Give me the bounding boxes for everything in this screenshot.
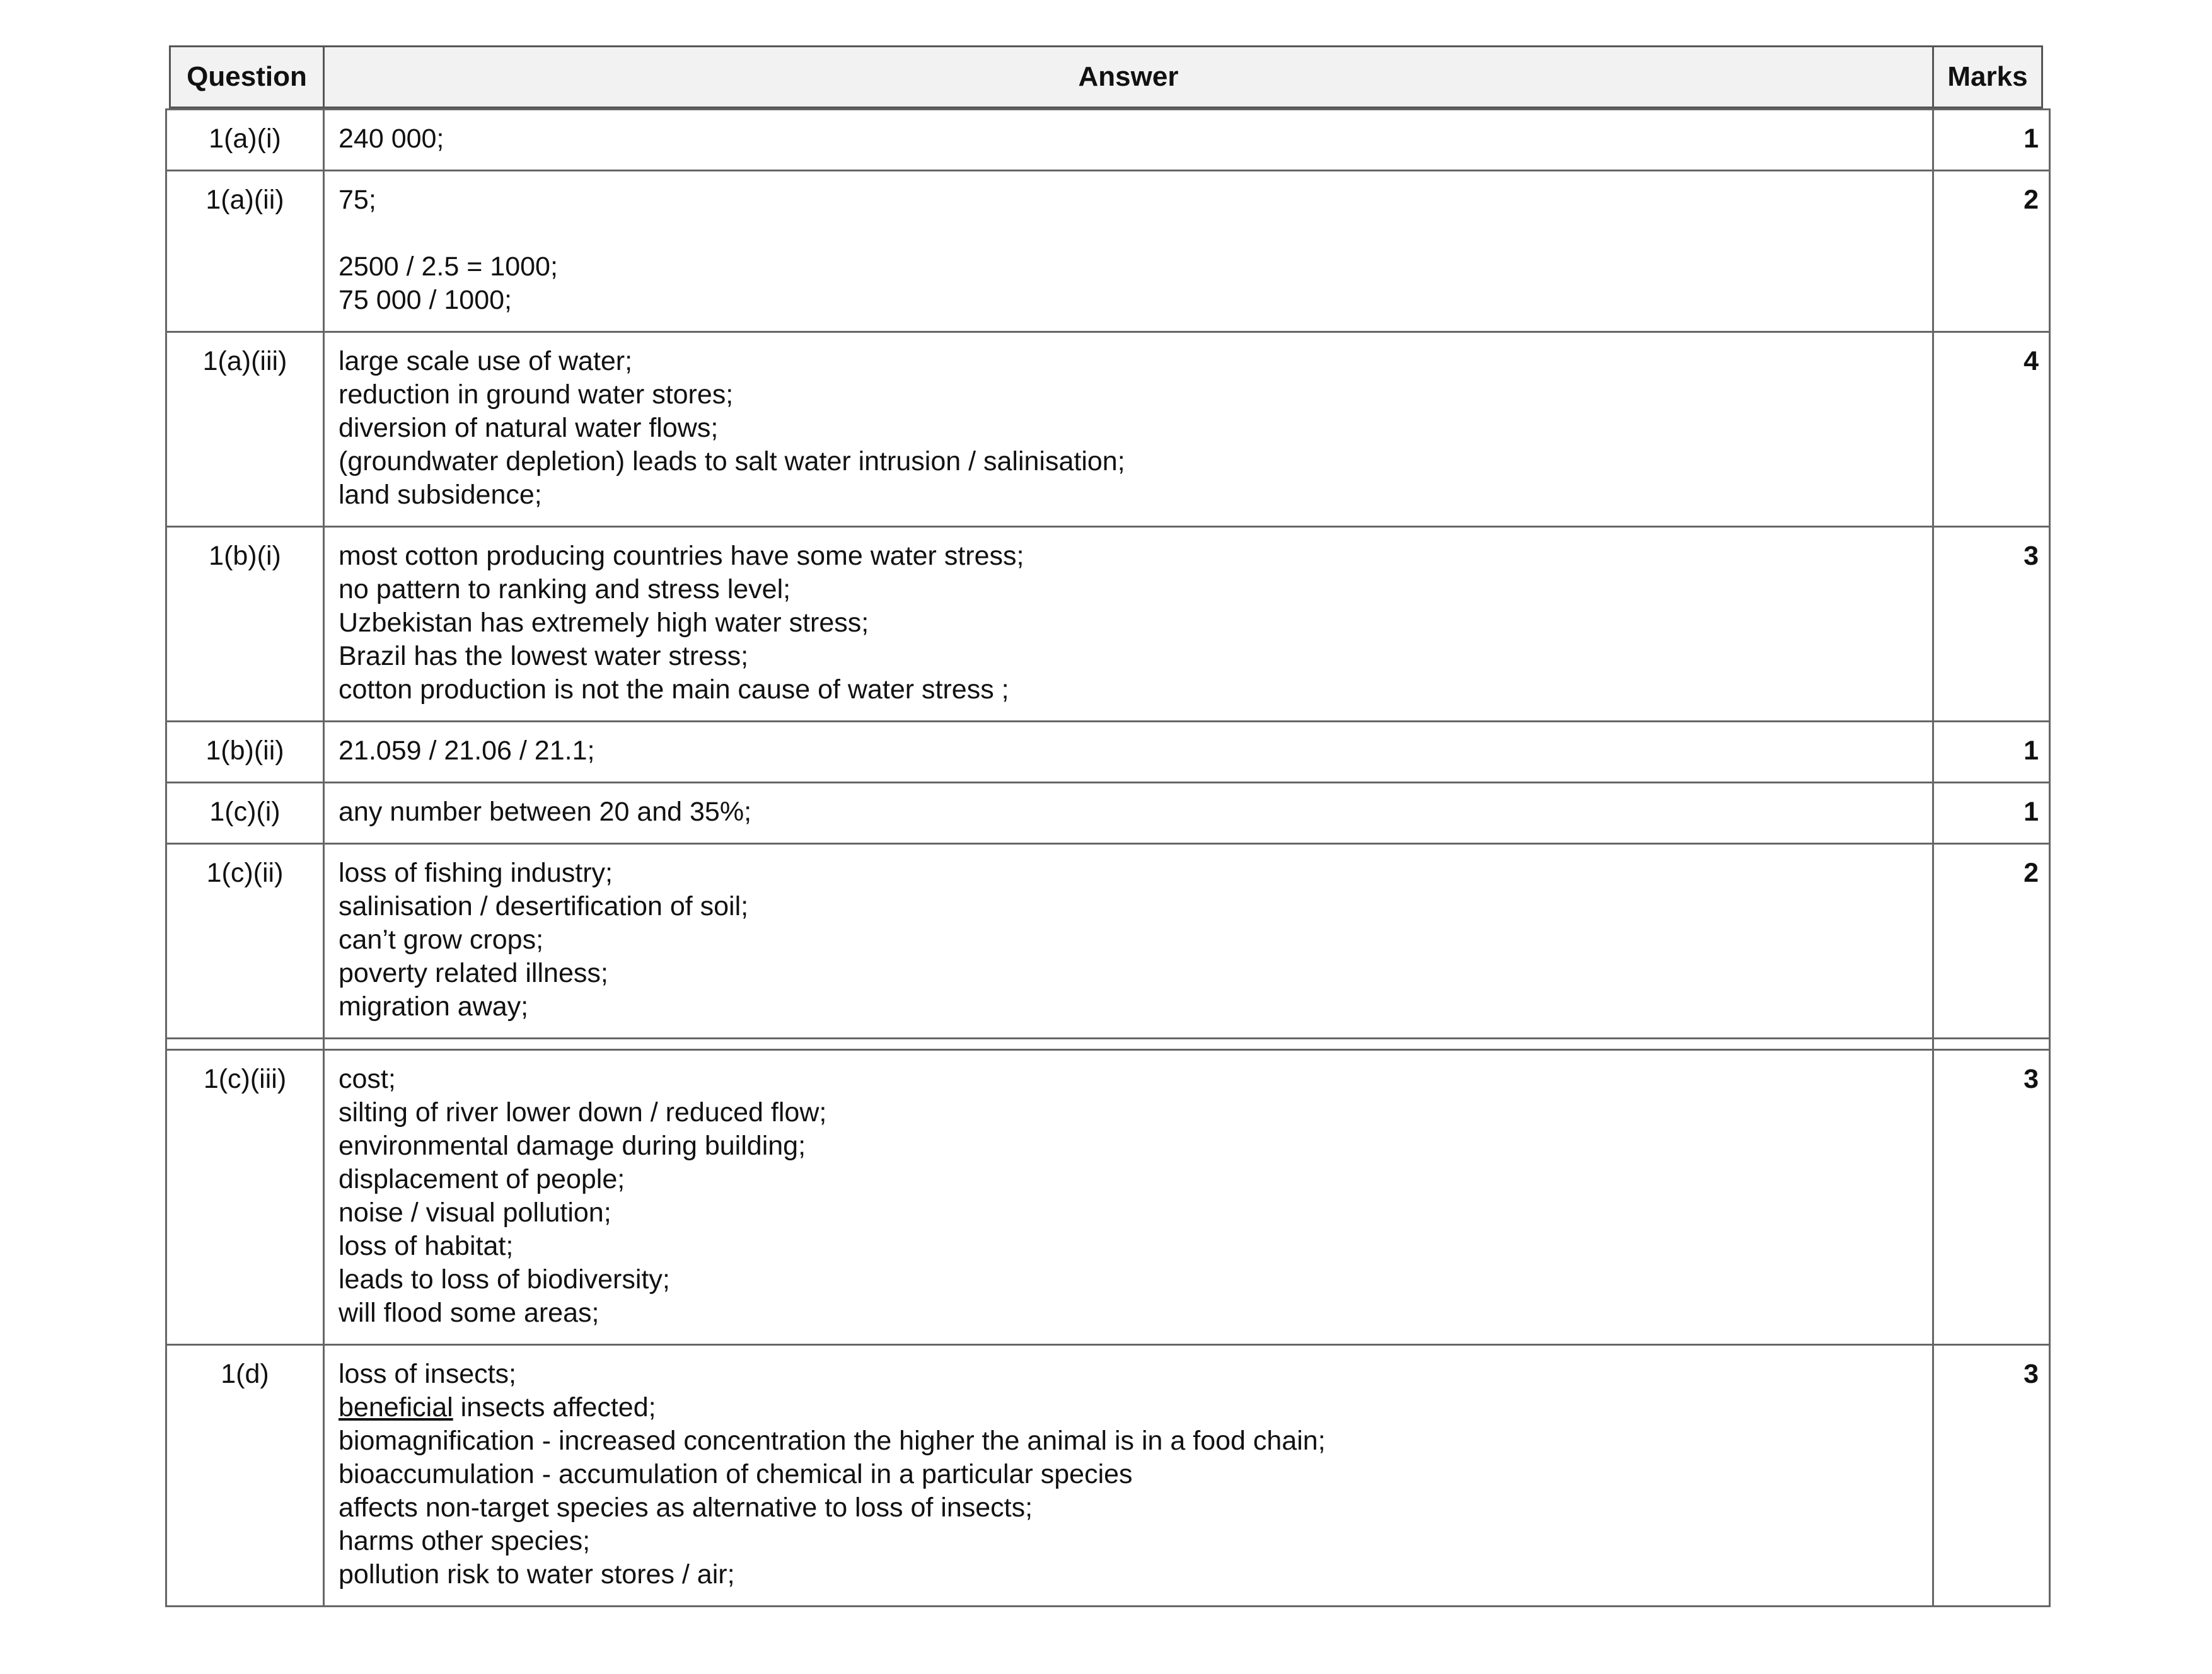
- question-cell: 1(c)(i): [166, 783, 324, 844]
- answer-line: diversion of natural water flows;: [339, 413, 719, 443]
- question-cell: 1(a)(iii): [166, 332, 324, 527]
- answer-line: displacement of people;: [339, 1164, 625, 1194]
- question-cell: 1(d): [166, 1345, 324, 1607]
- marks-cell: 4: [1933, 332, 2050, 527]
- answer-line: poverty related illness;: [339, 958, 608, 988]
- answer-line: harms other species;: [339, 1526, 591, 1556]
- answer-line: bioaccumulation - accumulation of chemical in a particular species: [339, 1459, 1133, 1489]
- answer-cell: [324, 171, 1933, 332]
- answer-line: any number between 20 and 35%;: [339, 797, 752, 827]
- answer-line: (groundwater depletion) leads to salt water intrusion / salinisation;: [339, 446, 1125, 476]
- answer-line: leads to loss of biodiversity;: [339, 1264, 670, 1295]
- answer-line: cotton production is not the main cause of water stress ;: [339, 674, 1009, 705]
- answer-line: Uzbekistan has extremely high water stress;: [339, 608, 869, 638]
- line-gap: [339, 217, 1921, 250]
- answer-line: reduction in ground water stores;: [339, 379, 734, 410]
- marks-cell: 3: [1933, 1345, 2050, 1607]
- table-row: [166, 844, 2050, 1039]
- marks-cell: 2: [1933, 844, 2050, 1039]
- answer-line: cost;: [339, 1064, 396, 1094]
- table-row: [166, 527, 2050, 722]
- table-row: [166, 171, 2050, 332]
- answer-line: Brazil has the lowest water stress;: [339, 641, 749, 671]
- marks-cell: 3: [1933, 527, 2050, 722]
- page-break-separator: [166, 1039, 2050, 1050]
- question-cell: 1(c)(iii): [166, 1050, 324, 1345]
- answer-cell: [324, 783, 1933, 844]
- question-cell: 1(a)(i): [166, 110, 324, 171]
- mark-scheme-table: [165, 108, 2051, 1607]
- answer-line: migration away;: [339, 991, 529, 1022]
- answer-line: 21.059 / 21.06 / 21.1;: [339, 736, 595, 766]
- answer-cell: [324, 1050, 1933, 1345]
- answer-cell: [324, 332, 1933, 527]
- marks-cell: 2: [1933, 171, 2050, 332]
- answer-line: 75 000 / 1000;: [339, 285, 512, 315]
- table-row: [166, 1050, 2050, 1345]
- table-row: [166, 722, 2050, 783]
- answer-line: 75;: [339, 185, 376, 215]
- header-question: Question: [171, 47, 325, 107]
- answer-line: most cotton producing countries have some water stress;: [339, 541, 1024, 571]
- answer-line: no pattern to ranking and stress level;: [339, 574, 791, 604]
- answer-line: large scale use of water;: [339, 346, 633, 376]
- answer-cell: [324, 722, 1933, 783]
- separator-cell: [166, 1039, 324, 1050]
- answer-cell: [324, 844, 1933, 1039]
- answer-cell: [324, 527, 1933, 722]
- question-cell: 1(c)(ii): [166, 844, 324, 1039]
- table-row: [166, 1345, 2050, 1607]
- header-marks: Marks: [1947, 61, 2028, 92]
- question-cell: 1(a)(ii): [166, 171, 324, 332]
- answer-line: loss of insects;: [339, 1359, 516, 1389]
- answer-line: loss of fishing industry;: [339, 858, 613, 888]
- marks-cell: 3: [1933, 1050, 2050, 1345]
- answer-line: 2500 / 2.5 = 1000;: [339, 251, 558, 282]
- answer-line: will flood some areas;: [339, 1298, 599, 1328]
- marks-cell: 1: [1933, 110, 2050, 171]
- separator-cell: [1933, 1039, 2050, 1050]
- answer-line: affects non-target species as alternative to loss of insects;: [339, 1492, 1033, 1523]
- answer-line: land subsidence;: [339, 480, 542, 510]
- answer-line: loss of habitat;: [339, 1231, 514, 1261]
- answer-line: pollution risk to water stores / air;: [339, 1559, 735, 1590]
- answer-cell: [324, 110, 1933, 171]
- answer-line: salinisation / desertification of soil;: [339, 891, 749, 921]
- table-row: [166, 110, 2050, 171]
- question-cell: 1(b)(ii): [166, 722, 324, 783]
- table-row: [166, 332, 2050, 527]
- table-row: [166, 783, 2050, 844]
- table-header: [169, 45, 2043, 108]
- answer-line: noise / visual pollution;: [339, 1198, 611, 1228]
- answer-line: environmental damage during building;: [339, 1131, 806, 1161]
- separator-cell: [324, 1039, 1933, 1050]
- answer-cell: [324, 1345, 1933, 1607]
- answer-line: [339, 1391, 1921, 1424]
- answer-line: silting of river lower down / reduced flow;: [339, 1097, 827, 1128]
- underlined-keyword: beneficial: [339, 1392, 453, 1423]
- answer-line: can’t grow crops;: [339, 925, 544, 955]
- marks-cell: 1: [1933, 783, 2050, 844]
- answer-line: 240 000;: [339, 124, 444, 154]
- answer-line: biomagnification - increased concentration the higher the animal is in a food chain;: [339, 1426, 1326, 1456]
- header-answer: Answer: [325, 47, 1934, 107]
- marks-cell: 1: [1933, 722, 2050, 783]
- question-cell: 1(b)(i): [166, 527, 324, 722]
- answer-line-rest: insects affected;: [453, 1392, 656, 1423]
- mark-scheme-page: [165, 45, 2049, 1607]
